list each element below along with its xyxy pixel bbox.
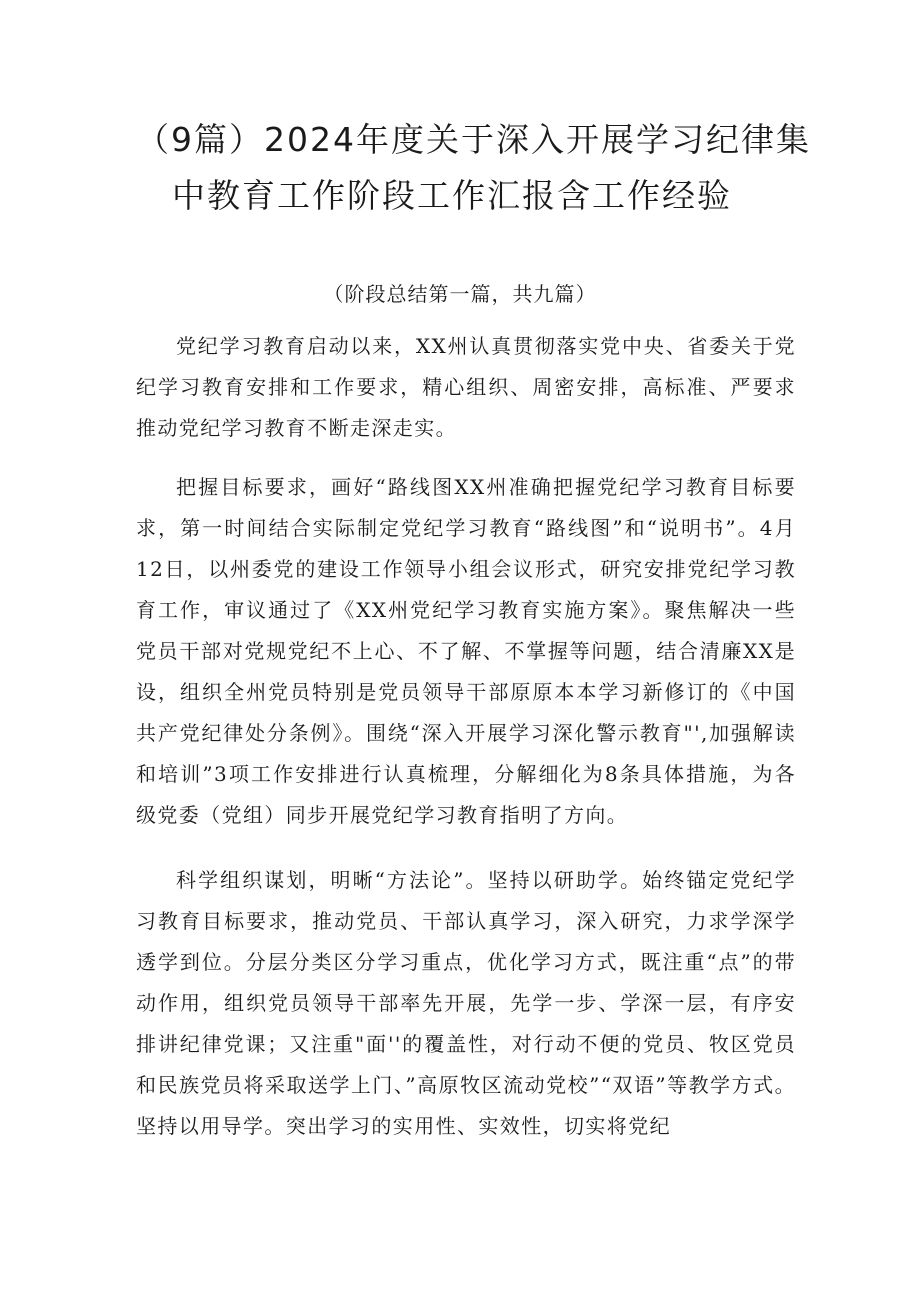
document-title <box>136 112 816 224</box>
paragraph-planning: 科学组织谋划，明晰“方法论”。坚持以研助学。始终锚定党纪学习教育目标要求，推动党员、干部认真学习，深入研究，力求学深学透学到位。分层分类区分学习重点，优化学习方式，既注重“点”的带动作用，组织党员领导干部率先开展，先学一步、学深一层，有序安排讲纪律党课；又注重"面''的覆盖性，对行动不便的党员、牧区党员和民族党员将采取送学上门、”高原牧区流动党校”“双语”等教学方式。坚持以用导学。突出学习的实用性、实效性，切实将党纪 <box>136 868 796 1138</box>
title-line-2: 中教育工作阶段工作汇报含工作经验 <box>172 176 732 215</box>
paragraph-intro: 党纪学习教育启动以来，XX州认真贯彻落实党中央、省委关于党纪学习教育安排和工作要求，精心组织、周密安排，高标准、严要求推动党纪学习教育不断走深走实。 <box>136 334 796 440</box>
paragraph-goals: 把握目标要求，画好“路线图XX州准确把握党纪学习教育目标要求，第一时间结合实际制定党纪学习教育“路线图”和“说明书”。4月12日，以州委党的建设工作领导小组会议形式，研究安排党纪学习教育工作，审议通过了《XX州党纪学习教育实施方案》。聚焦解决一些党员干部对党规党纪不上心、不了解、不掌握等问题，结合清廉XX是设，组织全州党员特别是党员领导干部原原本本学习新修订的《中国共产党纪律处分条例》。围绕“深入开展学习深化警示教育"',加强解读和培训”3项工作安排进行认真梳理，分解细化为8条具体措施，为各级党委（党组）同步开展党纪学习教育指明了方向。 <box>136 475 796 827</box>
title-line-1: （9篇）2024年度关于深入开展学习纪律集 <box>136 120 811 159</box>
document-subtitle: （阶段总结第一篇，共九篇） <box>323 282 597 306</box>
